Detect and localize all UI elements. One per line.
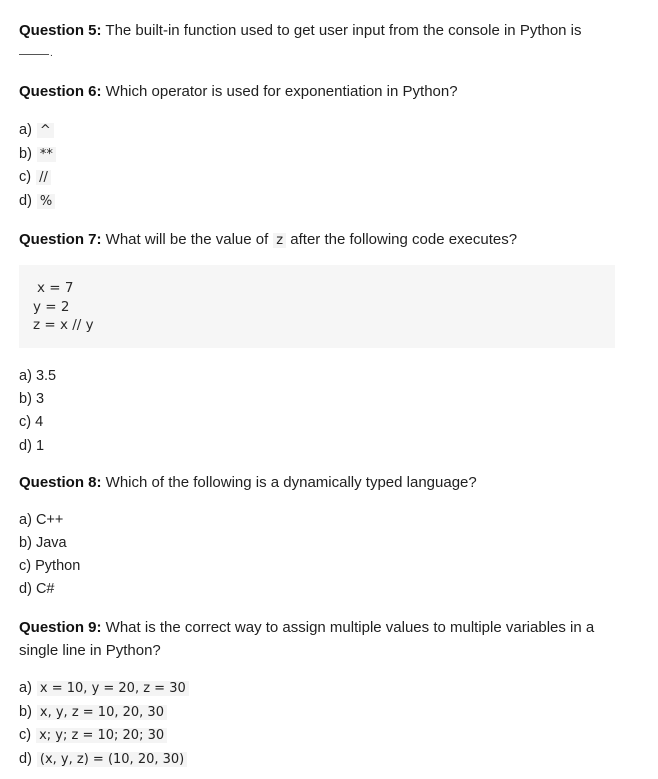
option-value: % <box>37 194 55 209</box>
question-label: Question 9: <box>19 619 102 636</box>
option-b: b) Java <box>19 535 67 551</box>
question-text: The built-in function used to get user input from the console in Python is <box>101 22 582 39</box>
question-text: Which operator is used for exponentiation in Python? <box>101 83 458 100</box>
code-line: x = 7 <box>37 280 74 296</box>
question-text: after the following code executes? <box>286 231 518 248</box>
option-d: d) % <box>19 191 55 212</box>
option-c: c) Python <box>19 558 81 574</box>
question-8 <box>19 471 618 494</box>
option-c: c) 4 <box>19 414 44 430</box>
question-text-line2: single line in Python? <box>19 642 161 659</box>
option-b: b) x, y, z = 10, 20, 30 <box>19 702 167 723</box>
option-a: a) C++ <box>19 512 64 528</box>
question-7 <box>19 228 618 252</box>
option-value: x = 10, y = 20, z = 30 <box>37 681 189 696</box>
question-5 <box>19 19 618 42</box>
option-value: Python <box>35 558 81 574</box>
option-value: 3.5 <box>35 368 57 384</box>
question-text: What will be the value of <box>101 231 269 248</box>
option-value: C++ <box>35 512 64 528</box>
option-value: 1 <box>35 438 45 454</box>
option-a: a) 3.5 <box>19 368 57 384</box>
option-c: c) // <box>19 167 51 188</box>
option-d: d) C# <box>19 581 55 597</box>
option-value: C# <box>35 581 55 597</box>
question-6 <box>19 80 618 103</box>
option-a: a) x = 10, y = 20, z = 30 <box>19 678 189 699</box>
option-value: ^ <box>37 123 54 138</box>
question-label: Question 7: <box>19 231 102 248</box>
question-text: Which of the following is a dynamically typed language? <box>101 474 477 491</box>
question-label: Question 8: <box>19 474 102 491</box>
question-9 <box>19 616 618 662</box>
option-c: c) x; y; z = 10; 20; 30 <box>19 725 167 746</box>
option-value: // <box>36 170 51 185</box>
inline-code: z <box>273 233 286 248</box>
question-label: Question 6: <box>19 83 102 100</box>
code-line: z = x // y <box>33 317 94 333</box>
option-d: d) (x, y, z) = (10, 20, 30) <box>19 749 187 770</box>
option-value: x, y, z = 10, 20, 30 <box>37 705 167 720</box>
answer-blank <box>19 54 49 55</box>
question-text: What is the correct way to assign multiple values to multiple variables in a <box>101 619 595 636</box>
option-value: Java <box>35 535 67 551</box>
code-line: y = 2 <box>33 299 70 315</box>
option-b: b) 3 <box>19 391 45 407</box>
option-value: 3 <box>35 391 45 407</box>
option-value: (x, y, z) = (10, 20, 30) <box>37 752 187 767</box>
code-block <box>19 265 615 348</box>
option-b: b) ** <box>19 144 56 165</box>
option-a: a) ^ <box>19 120 54 141</box>
question-label: Question 5: <box>19 22 102 39</box>
option-value: x; y; z = 10; 20; 30 <box>36 728 167 743</box>
blank-period: . <box>50 48 53 59</box>
option-value: ** <box>37 147 56 162</box>
option-value: 4 <box>35 414 44 430</box>
option-d: d) 1 <box>19 438 45 454</box>
